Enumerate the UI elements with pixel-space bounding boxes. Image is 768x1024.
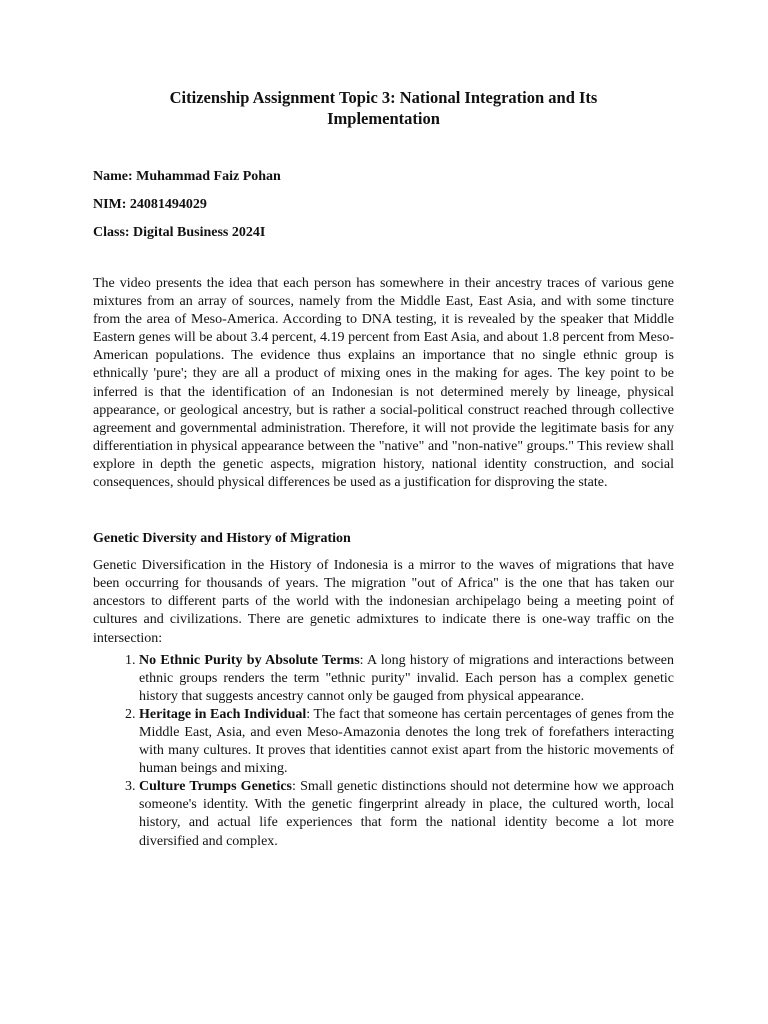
section-paragraph: Genetic Diversification in the History of Indonesia is a mirror to the waves of migrations that have been occurring for thousands of years. The migration "out of Africa" is the one that has taken our ancestors to different parts of the world with the indonesian archipelago being a meeting point of cultures and civilizations. There are genetic admixtures to indicate there is one-way traffic on the intersection: [93, 558, 674, 646]
title-line-1: Citizenship Assignment Topic 3: National Integration and Its [169, 88, 598, 107]
student-name: Name: Muhammad Faiz Pohan [93, 169, 281, 184]
list-item [139, 652, 674, 706]
title-line-2: Implementation [327, 109, 440, 128]
document-title [93, 87, 674, 129]
point-term: Culture Trumps Genetics [139, 779, 293, 795]
student-nim: NIM: 24081494029 [93, 197, 207, 212]
student-class: Class: Digital Business 2024I [93, 225, 266, 240]
list-item [139, 706, 674, 778]
intro-paragraph: The video presents the idea that each person has somewhere in their ancestry traces of various gene mixtures from an array of sources, namely from the Middle East, East Asia, and with some tincture from the area of Meso-America. According to DNA testing, it is revealed by the speaker that Middle Eastern genes will be about 3.4 percent, 4.19 percent from East Asia, and about 1.8 percent from Meso-American populations. The evidence thus explains an importance that no single ethnic group is ethnically 'pure'; they are all a product of mixing ones in the making for ages. The key point to be inferred is that the identification of an Indonesian is not determined merely by lineage, physical appearance, or geological ancestry, but is rather a social-political construct reached through collective agreement and governmental administration. Therefore, it will not provide the legitimate basis for any differentiation in physical appearance between the "native" and "non-native" groups." This review shall explore in depth the genetic aspects, migration history, national identity construction, and social consequences, should physical differences be used as a justification for disproving the state. [93, 276, 674, 491]
point-text: : A long history of migrations and interactions between ethnic groups renders the term "ethnic purity" invalid. Each person has a complex genetic history that suggests ancestry cannot only be gauged from physical appearance. [139, 652, 674, 704]
list-item [139, 778, 674, 850]
point-text: : The fact that someone has certain percentages of genes from the Middle East, Asia, and even Meso-Amazonia denotes the long trek of forefathers interacting with many cultures. It proves that identities cannot exist apart from the historic movements of human beings and mixing. [139, 706, 675, 777]
points-list [93, 652, 674, 851]
point-term: No Ethnic Purity by Absolute Terms [139, 652, 360, 668]
document-page [93, 87, 674, 851]
section-heading: Genetic Diversity and History of Migration [93, 531, 351, 547]
point-term: Heritage in Each Individual [139, 706, 307, 722]
point-text: : Small genetic distinctions should not determine how we approach someone's identity. With the genetic fingerprint already in place, the cultured worth, local history, and actual life experiences that form the national identity become a lot more diversified and complex. [139, 779, 675, 849]
